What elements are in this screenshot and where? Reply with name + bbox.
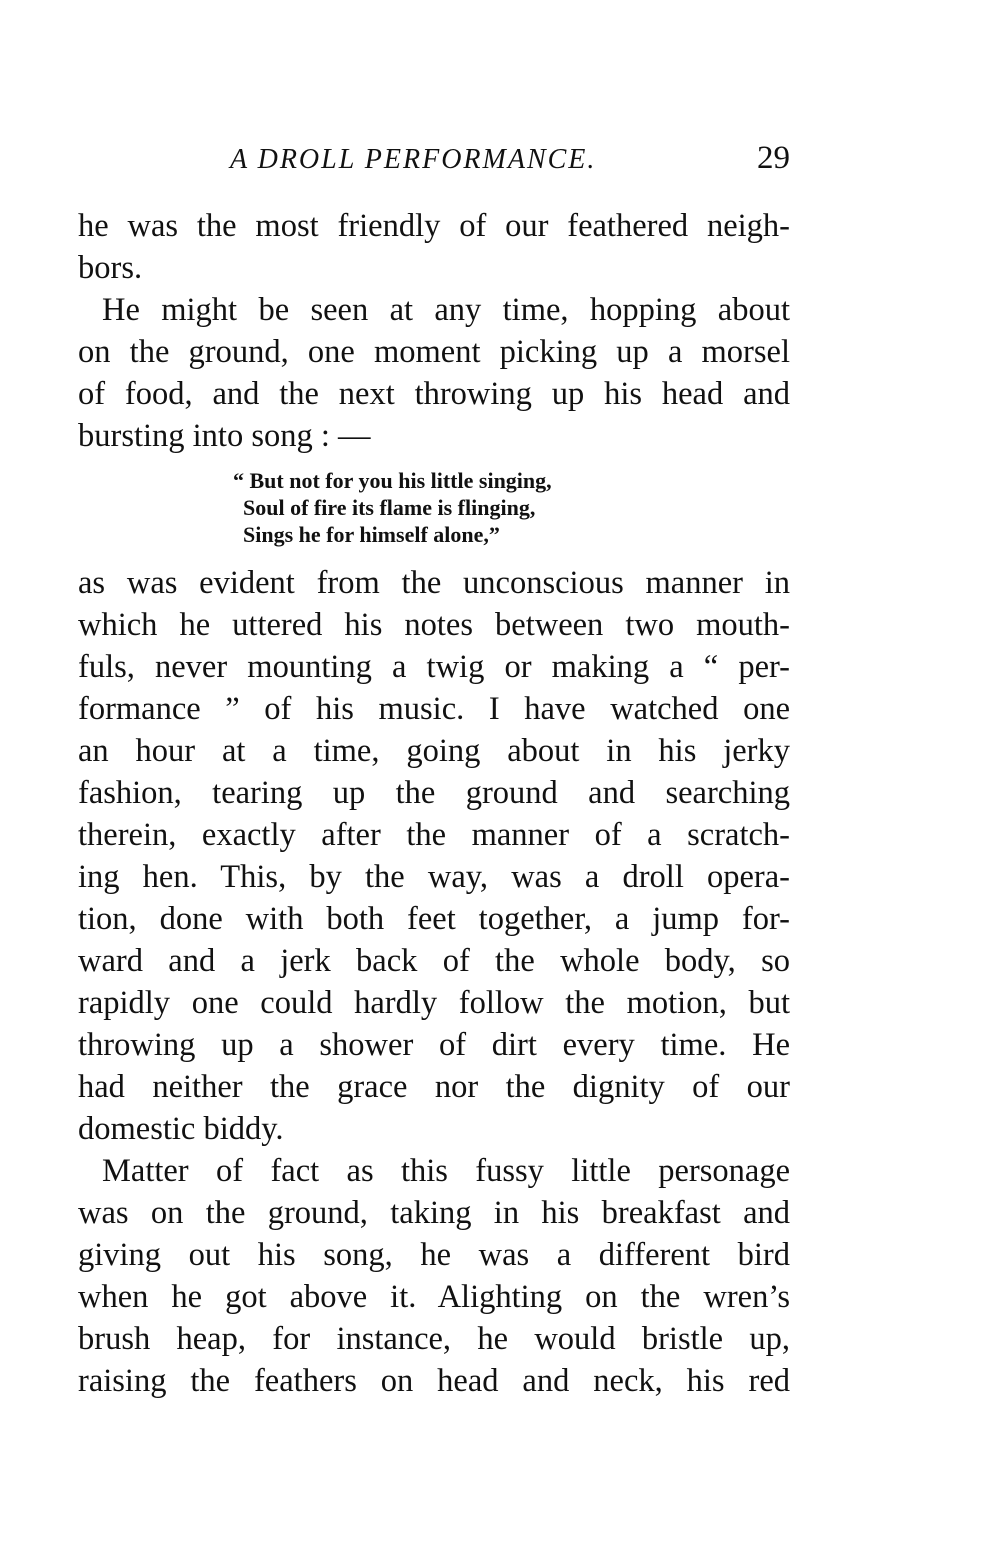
- text-line: fuls, never mounting a twig or making a “ per-: [78, 649, 790, 685]
- poem-line: Sings he for himself alone,”: [243, 522, 500, 547]
- poem-quote: [233, 467, 790, 548]
- text-line: throwing up a shower of dirt every time. He: [78, 1027, 790, 1063]
- page-body: [78, 205, 790, 1402]
- text-line: when he got above it. Alighting on the wren’s: [78, 1279, 790, 1315]
- text-line: ward and a jerk back of the whole body, so: [78, 943, 790, 979]
- paragraph-3: [78, 562, 790, 1150]
- running-title: A DROLL PERFORMANCE.: [230, 144, 597, 175]
- text-line: Matter of fact as this fussy little personage: [102, 1153, 790, 1189]
- text-line: bors.: [78, 250, 143, 286]
- text-line: of food, and the next throwing up his head and: [78, 376, 790, 412]
- text-line: had neither the grace nor the dignity of our: [78, 1069, 790, 1105]
- text-line: on the ground, one moment picking up a morsel: [78, 334, 790, 370]
- text-line: as was evident from the unconscious manner in: [78, 565, 790, 601]
- text-line: raising the feathers on head and neck, his red: [78, 1363, 790, 1399]
- paragraph-4: [78, 1150, 790, 1402]
- text-line: he was the most friendly of our feathered neigh-: [78, 208, 790, 244]
- text-line: formance ” of his music. I have watched one: [78, 691, 790, 727]
- text-line: giving out his song, he was a different bird: [78, 1237, 790, 1273]
- text-line: therein, exactly after the manner of a scratch-: [78, 817, 790, 853]
- poem-line: Soul of fire its flame is flinging,: [243, 495, 536, 520]
- page-number: 29: [757, 140, 790, 176]
- text-line: domestic biddy.: [78, 1111, 284, 1147]
- paragraph-2: [78, 289, 790, 457]
- poem-line: “ But not for you his little singing,: [233, 468, 552, 493]
- page-header: [78, 140, 790, 184]
- text-line: brush heap, for instance, he would bristle up,: [78, 1321, 790, 1357]
- text-line: rapidly one could hardly follow the motion, but: [78, 985, 790, 1021]
- text-line: which he uttered his notes between two mouth-: [78, 607, 790, 643]
- text-line: was on the ground, taking in his breakfast and: [78, 1195, 790, 1231]
- text-line: tion, done with both feet together, a jump for-: [78, 901, 790, 937]
- text-line: He might be seen at any time, hopping about: [102, 292, 790, 328]
- text-line: an hour at a time, going about in his jerky: [78, 733, 790, 769]
- text-line: ing hen. This, by the way, was a droll opera-: [78, 859, 790, 895]
- paragraph-1: [78, 205, 790, 289]
- text-line: bursting into song : —: [78, 418, 371, 454]
- text-line: fashion, tearing up the ground and searching: [78, 775, 790, 811]
